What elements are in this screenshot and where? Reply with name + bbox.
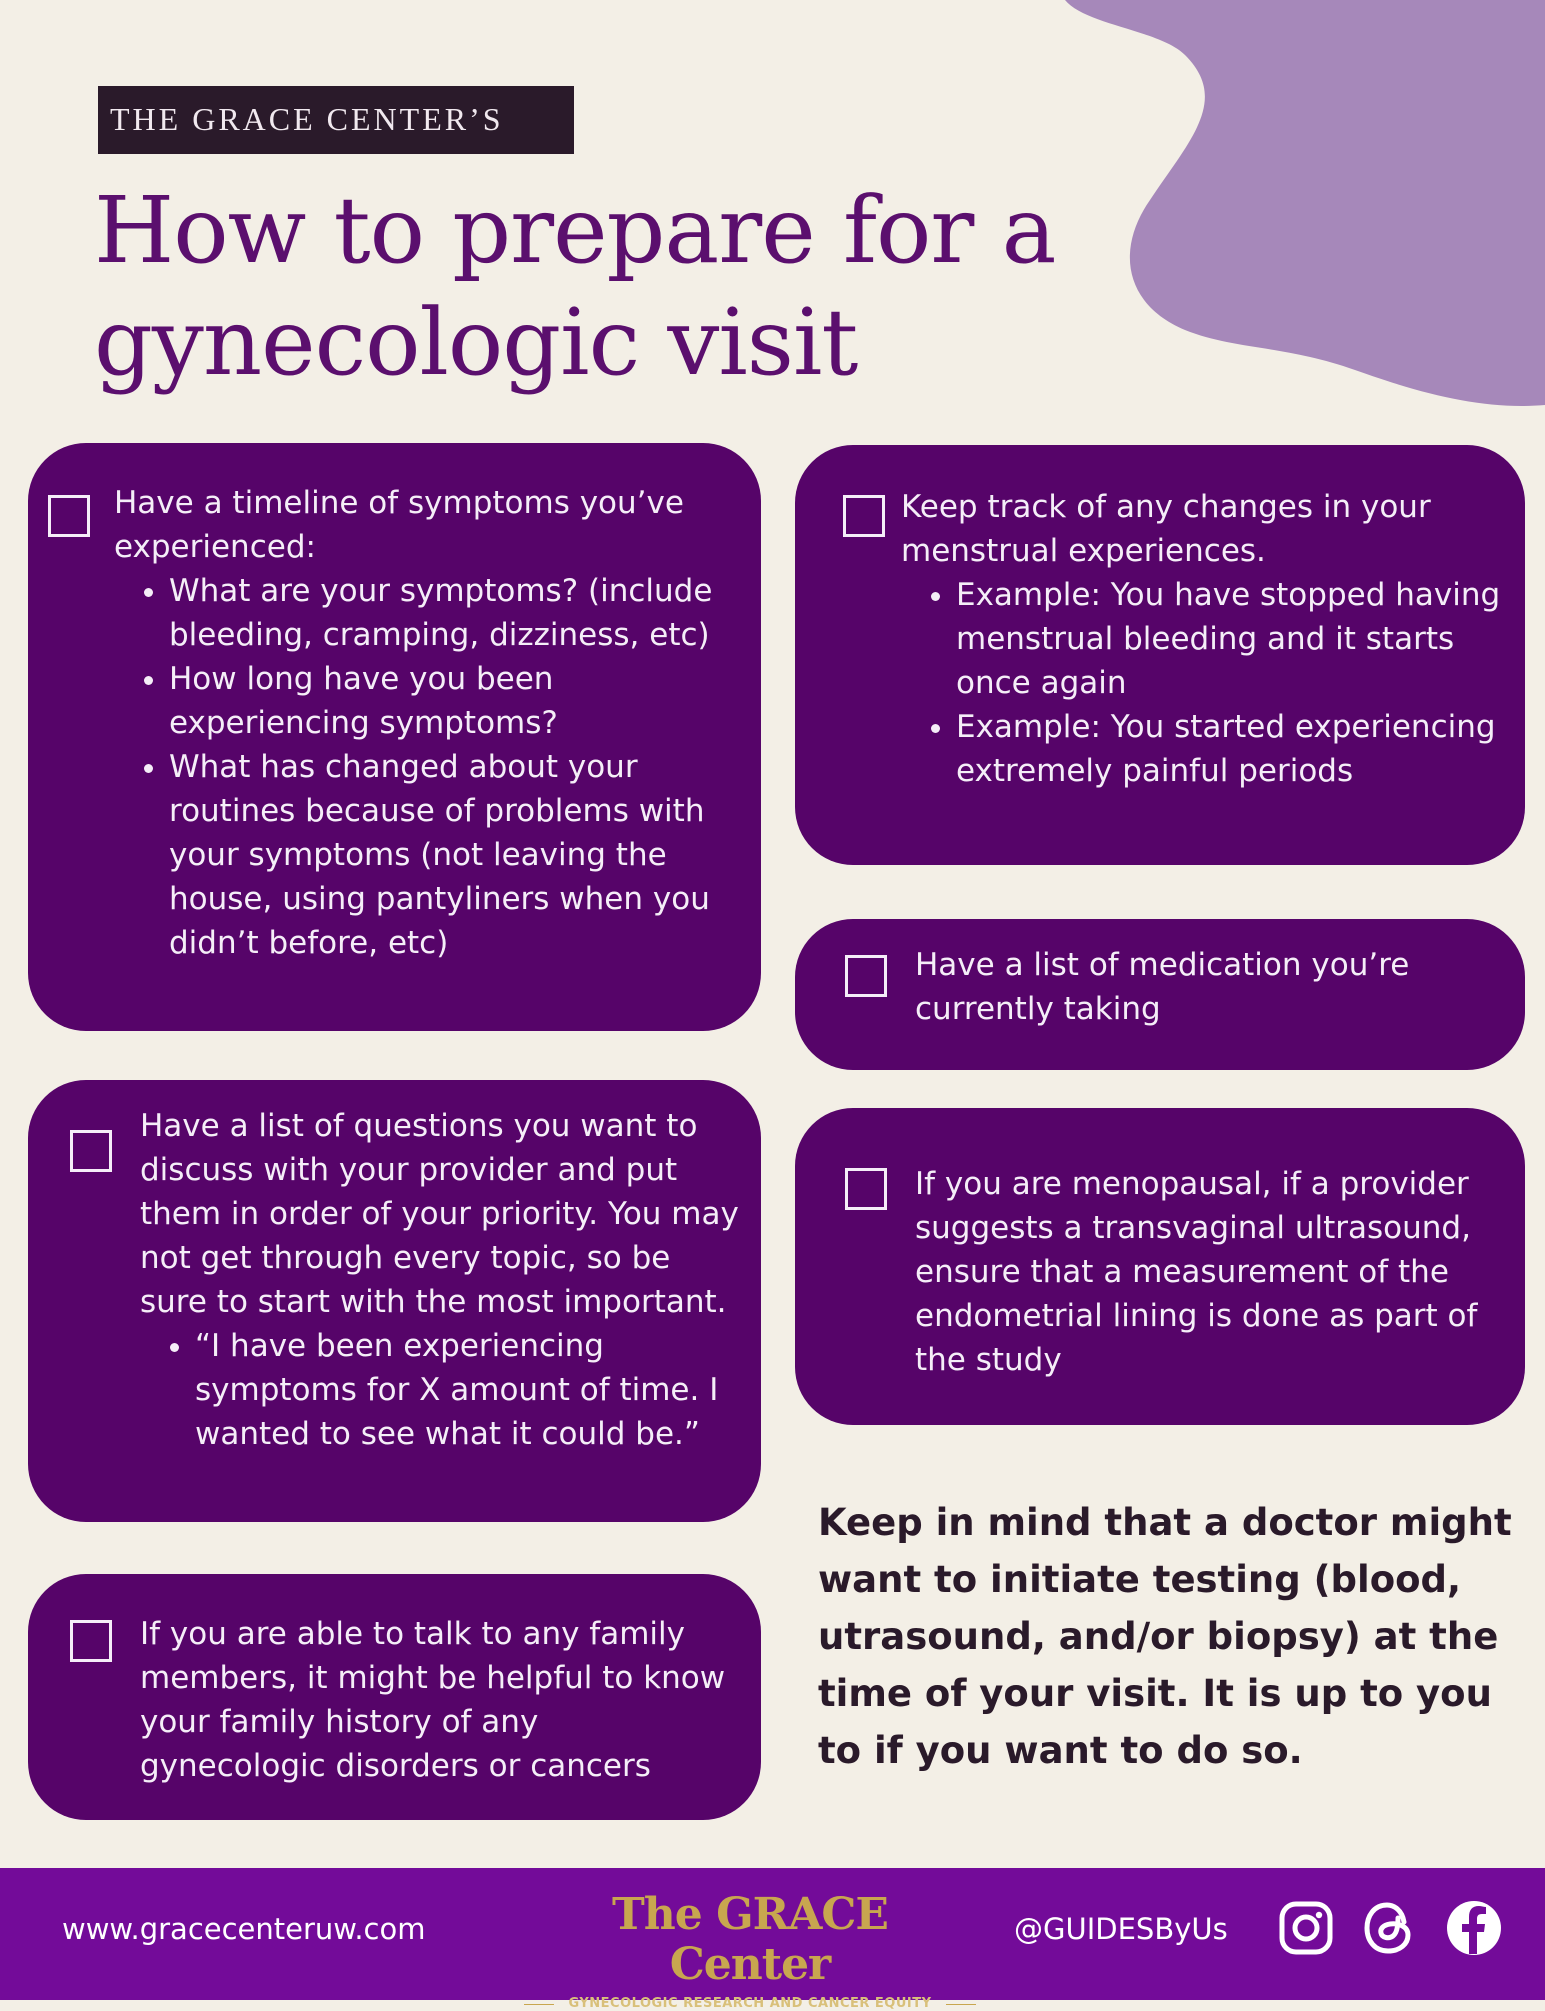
card-intro: Keep track of any changes in your menstrual experiences. xyxy=(901,489,1431,569)
list-item: • Example: You started experiencing extremely painful periods xyxy=(956,705,1501,793)
checkbox-menopausal-ultrasound[interactable] xyxy=(845,1168,887,1210)
bullet-list xyxy=(140,1324,740,1456)
decorative-blob xyxy=(1065,0,1545,410)
card-medication-list xyxy=(795,919,1525,1070)
bullet-list xyxy=(901,573,1501,793)
card-menopausal-ultrasound-text: If you are menopausal, if a provider suggests a transvaginal ultrasound, ensure that a measurement of the endometrial lining is done as part of the study xyxy=(915,1166,1478,1378)
page-title xyxy=(94,175,1094,399)
card-medication-list-text: Have a list of medication you’re currently taking xyxy=(915,947,1410,1027)
title-line-1: How to prepare for a xyxy=(94,177,1056,284)
card-symptom-timeline xyxy=(28,443,761,1031)
card-questions-list xyxy=(28,1080,761,1522)
title-line-2: gynecologic visit xyxy=(94,289,858,396)
card-menstrual-changes xyxy=(795,445,1525,865)
header-eyebrow: THE GRACE CENTER’S xyxy=(98,86,574,154)
logo-tagline: GYNECOLOGIC RESEARCH AND CANCER EQUITY xyxy=(530,1996,970,2011)
list-item: • “I have been experiencing symptoms for X amount of time. I wanted to see what it could be.” xyxy=(195,1324,740,1456)
list-item: • How long have you been experiencing symptoms? xyxy=(169,657,734,745)
logo-name: The GRACE Center xyxy=(612,1889,888,1990)
instagram-icon[interactable] xyxy=(1276,1898,1336,1958)
social-handle[interactable]: @GUIDESByUs xyxy=(1014,1912,1228,1946)
checkbox-questions-list[interactable] xyxy=(70,1130,112,1172)
grace-center-logo xyxy=(530,1890,970,2011)
card-menopausal-ultrasound xyxy=(795,1108,1525,1425)
list-item: • What are your symptoms? (include bleeding, cramping, dizziness, etc) xyxy=(169,569,734,657)
checkbox-menstrual-changes[interactable] xyxy=(843,495,885,537)
threads-icon[interactable] xyxy=(1360,1898,1420,1958)
card-intro: Have a timeline of symptoms you’ve experienced: xyxy=(114,485,684,565)
website-link[interactable]: www.gracecenteruw.com xyxy=(62,1912,426,1946)
checkbox-medication-list[interactable] xyxy=(845,955,887,997)
testing-note: Keep in mind that a doctor might want to initiate testing (blood, utrasound, and/or biopsy) at the time of your visit. It is up to you to if you want to do so. xyxy=(818,1501,1512,1772)
card-family-history-text: If you are able to talk to any family members, it might be helpful to know your family history of any gynecologic disorders or cancers xyxy=(140,1616,726,1784)
list-item: • What has changed about your routines because of problems with your symptoms (not leaving the house, using pantyliners when you didn’t before, etc) xyxy=(169,745,734,965)
checkbox-family-history[interactable] xyxy=(70,1620,112,1662)
card-menstrual-changes-text xyxy=(901,485,1501,793)
checkbox-symptom-timeline[interactable] xyxy=(48,495,90,537)
card-symptom-timeline-text xyxy=(114,481,734,965)
facebook-icon[interactable] xyxy=(1444,1898,1504,1958)
bullet-list xyxy=(114,569,734,965)
card-family-history xyxy=(28,1574,761,1820)
card-questions-list-text xyxy=(140,1104,740,1456)
card-intro: Have a list of questions you want to discuss with your provider and put them in order of your priority. You may not get through every topic, so be sure to start with the most important. xyxy=(140,1108,739,1320)
footer xyxy=(0,1868,1545,2011)
list-item: • Example: You have stopped having menstrual bleeding and it starts once again xyxy=(956,573,1501,705)
